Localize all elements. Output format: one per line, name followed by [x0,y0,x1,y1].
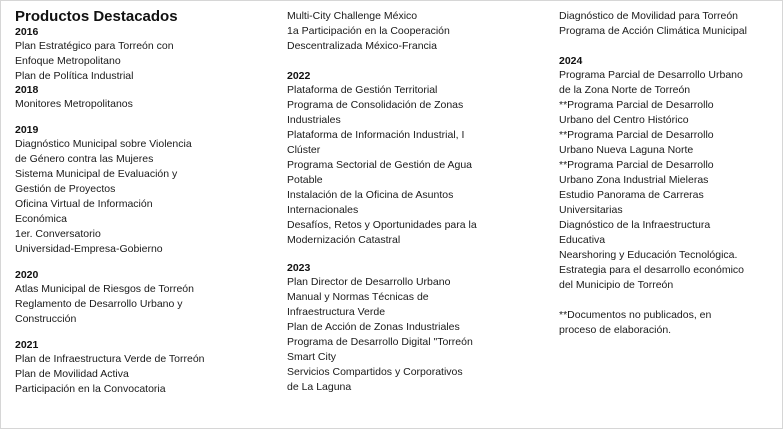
list-item: Desafíos, Retos y Oportunidades para la Modernización Catastral [287,219,477,246]
year-heading: 2020 [15,269,39,281]
list-item: Diagnóstico de la Infraestructura Educativa [559,219,711,246]
year-section-2016 [15,26,277,84]
list-item: Estrategia para el desarrollo económico del Municipio de Torreón [559,264,745,291]
year-heading: 2016 [15,26,39,38]
list-item: Sistema Municipal de Evaluación y Gestión de Proyectos [15,168,178,195]
list-item: **Programa Parcial de Desarrollo Urbano Zona Industrial Mieleras [559,159,714,186]
list-item: Nearshoring y Educación Tecnológica. [559,249,738,261]
list-item: Plan de Infraestructura Verde de Torreón [15,353,205,365]
list-item: Servicios Compartidos y Corporativos de La Laguna [287,366,463,393]
footnote: **Documentos no publicados, en proceso de elaboración. [559,309,712,336]
list-item: Programa de Desarrollo Digital "Torreón Smart City [287,336,473,363]
list-item: Participación en la Convocatoria [15,383,166,395]
year-section-2023 [287,262,549,395]
year-heading: 2022 [287,70,311,82]
list-item: Diagnóstico de Movilidad para Torreón [559,10,738,22]
list-item: Manual y Normas Técnicas de Infraestructura Verde [287,291,429,318]
year-section-2022 [287,70,549,248]
list-item: Programa de Consolidación de Zonas Industriales [287,99,464,126]
list-item: Plataforma de Información Industrial, I Clúster [287,129,465,156]
list-item: Multi-City Challenge México [287,10,418,22]
column-3 [559,9,777,338]
list-item: Plan de Acción de Zonas Industriales [287,321,460,333]
list-item: 1a Participación en la Cooperación Descentralizada México-Francia [287,25,450,52]
year-heading: 2019 [15,124,39,136]
year-section-2021-continued [287,9,549,54]
list-item: Monitores Metropolitanos [15,98,133,110]
column-1 [15,1,277,397]
list-item: Plataforma de Gestión Territorial [287,84,438,96]
list-item: Atlas Municipal de Riesgos de Torreón [15,283,194,295]
year-heading: 2023 [287,262,311,274]
list-item: Programa de Acción Climática Municipal [559,25,747,37]
list-item: Oficina Virtual de Información Económica [15,198,153,225]
list-item: Plan de Política Industrial [15,70,134,82]
column-2 [287,9,549,395]
list-item: Plan de Movilidad Activa [15,368,129,380]
list-item: Instalación de la Oficina de Asuntos Internacionales [287,189,454,216]
year-section-2024 [559,55,777,293]
year-section-2020 [15,269,277,327]
page-title: Productos Destacados [15,8,178,25]
year-section-2018 [15,84,277,112]
list-item: 1er. Conversatorio Universidad-Empresa-Gobierno [15,228,163,255]
year-heading: 2024 [559,55,583,67]
year-section-2019 [15,124,277,257]
list-item: Programa Parcial de Desarrollo Urbano de la Zona Norte de Torreón [559,69,743,96]
list-item: Programa Sectorial de Gestión de Agua Potable [287,159,473,186]
year-heading: 2018 [15,84,39,96]
list-item: Plan Estratégico para Torreón con Enfoque Metropolitano [15,40,174,67]
year-section-2023-continued [559,9,777,39]
list-item: Plan Director de Desarrollo Urbano [287,276,451,288]
year-section-2021 [15,339,277,397]
list-item: **Programa Parcial de Desarrollo Urbano Nueva Laguna Norte [559,129,714,156]
list-item: **Programa Parcial de Desarrollo Urbano del Centro Histórico [559,99,714,126]
list-item: Estudio Panorama de Carreras Universitarias [559,189,704,216]
list-item: Reglamento de Desarrollo Urbano y Construcción [15,298,183,325]
year-heading: 2021 [15,339,39,351]
list-item: Diagnóstico Municipal sobre Violencia de Género contra las Mujeres [15,138,192,165]
